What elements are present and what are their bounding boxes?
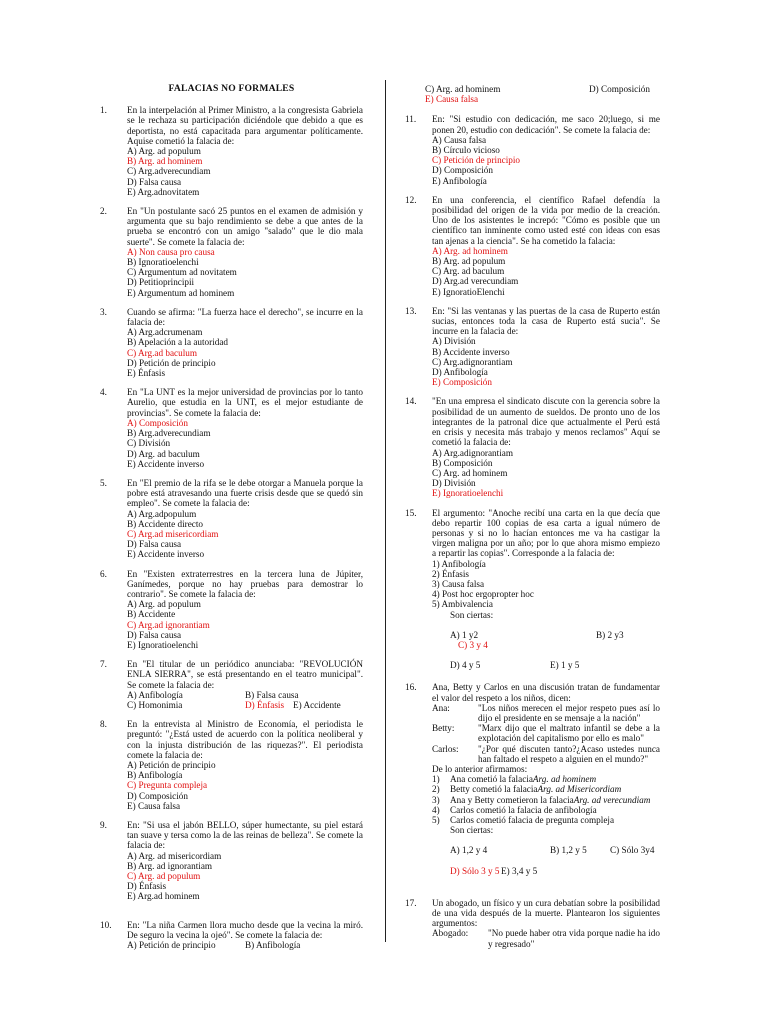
option-d: D) Falsa causa	[127, 176, 182, 187]
option-c-answer: C) Pregunta compleja	[127, 780, 208, 791]
question-number: 14.	[405, 396, 417, 407]
option-d: D) Composición	[432, 165, 493, 176]
column-divider	[385, 80, 386, 942]
statement-number: 2)	[432, 784, 440, 795]
question-9	[100, 820, 363, 902]
option-a: A) Arg.adcrumenam	[127, 327, 203, 338]
option-d: D) Petitioprincipii	[127, 277, 195, 288]
option-c: C) Argumentum ad novitatem	[127, 267, 237, 278]
option-d: D) Falsa causa	[127, 539, 182, 550]
dialog-line-abogado	[432, 928, 660, 948]
statement-2: 2) Énfasis	[432, 568, 469, 579]
statement-3	[432, 795, 660, 805]
statement-4: 4) Post hoc ergopropter hoc	[432, 589, 534, 600]
answer-prompt: Son ciertas:	[450, 825, 494, 836]
statement-text: Carlos cometió la falacia de anfibología	[450, 804, 597, 815]
option-a: A) Arg. ad populum	[127, 146, 201, 157]
option-c-answer: C) Arg.ad baculum	[127, 347, 197, 358]
option-b: B) Arg.adverecundiam	[127, 428, 211, 439]
speaker: Abogado:	[432, 928, 469, 939]
question-number: 12.	[405, 194, 417, 205]
page-title: FALACIAS NO FORMALES	[168, 83, 295, 94]
question-stem: El argumento: "Anoche recibí una carta en la que decía que debo repartir 100 copias de esa carta a igual número de personas y si no lo hacían entonces me va ha castigar la virgen maligna por un año; por lo que ahora mismo empiezo a repartir las copias". Corresponde a la falacia de:	[432, 507, 660, 559]
question-number: 5.	[100, 477, 107, 488]
question-13	[405, 306, 660, 388]
statement-text: Betty cometió la falacia	[450, 784, 538, 795]
option-b-answer: B) Arg. ad hominem	[127, 156, 203, 167]
question-stem: En: "Si estudio con dedicación, me saco 20;luego, si me ponen 20, estudio con dedicación". Se comete la falacia de:	[432, 114, 660, 135]
question-4	[100, 387, 363, 469]
option-a-answer: A) Arg. ad hominem	[432, 245, 508, 256]
option-c-answer: C) 3 y 4	[458, 639, 488, 650]
option-c: C) Arg. ad baculum	[432, 266, 505, 277]
option-b: B) Composición	[432, 457, 493, 468]
question-number: 4.	[100, 387, 107, 398]
question-stem: En la interpelación al Primer Ministro, a la congresista Gabriela se le rechaza su participación diciéndole que debido a que es deportista, no está capacitada para argumentar políticamente. Aquise cometió la falacia de:	[127, 105, 363, 146]
option-a-answer: A) Non causa pro causa	[127, 246, 215, 257]
statement-number: 3)	[432, 794, 440, 805]
question-2	[100, 206, 363, 298]
option-d: D) Énfasis	[127, 881, 167, 892]
option-c-answer: C) Arg. ad populum	[127, 871, 201, 882]
question-number: 15.	[405, 507, 417, 518]
options-row	[432, 640, 660, 650]
speaker: Ana:	[432, 702, 450, 713]
option-e: E) IgnoratioElenchi	[432, 286, 505, 297]
option-c: C) Sólo 3y4	[610, 845, 655, 856]
speech: "Marx dijo que el maltrato infantil se debe a la explotación del capitalismo por ello es malo"	[478, 723, 660, 744]
option-e: E) Accidente inverso	[127, 458, 205, 469]
option-b: B) Accidente inverso	[432, 346, 510, 357]
option-e: E) Énfasis	[127, 368, 166, 379]
question-number: 7.	[100, 659, 107, 670]
question-stem: En "Existen extraterrestres en la tercera luna de Júpiter, Ganímedes, porque no hay pruebas para demostrar lo contrario". Se comete la falacia de:	[127, 568, 363, 599]
option-d: D) Petición de principio	[127, 357, 216, 368]
option-e-answer: E) Causa falsa	[425, 94, 479, 105]
option-d: D) Arg.ad verecundiam	[432, 276, 519, 287]
option-e: E) Accidente	[293, 699, 341, 710]
option-c: C) División	[127, 438, 171, 449]
question-stem: Ana, Betty y Carlos en una discusión tratan de fundamentar el valor del respeto a los niños, dicen:	[432, 682, 660, 703]
option-e: E) Accidente inverso	[127, 549, 205, 560]
statement-1	[432, 774, 660, 784]
question-1	[100, 105, 363, 197]
option-e-answer: E) Ignoratioelenchi	[432, 488, 504, 499]
statement-5: 5) Ambivalencia	[432, 599, 493, 610]
statement-number: 5)	[432, 815, 440, 825]
option-b: B) Anfibología	[127, 770, 183, 781]
option-a: A) División	[432, 336, 476, 347]
right-column	[405, 84, 660, 958]
statement-5	[432, 815, 660, 825]
question-stem: En "Un postulante sacó 25 puntos en el examen de admisión y argumenta que su bajo rendimiento se debe a que antes de la prueba se encontró con un amigo "salado" que le dio mala suerte". Se comete la falacia de:	[127, 206, 363, 247]
question-14	[405, 396, 660, 498]
options-row	[127, 700, 363, 710]
question-number: 2.	[100, 206, 107, 217]
option-e: E) Arg.adnovitatem	[127, 186, 200, 197]
question-stem: Cuando se afirma: "La fuerza hace el derecho", se incurre en la falacia de:	[127, 306, 363, 328]
question-15	[405, 508, 660, 671]
question-number: 16.	[405, 682, 417, 693]
question-stem: Un abogado, un físico y un cura debatían sobre la posibilidad de una vida después de la muerte. Plantearon los siguientes argumentos:	[432, 897, 660, 929]
speaker: Betty:	[432, 723, 455, 734]
question-10-continued	[405, 84, 660, 104]
question-number: 9.	[100, 820, 107, 830]
question-stem: En: "La niña Carmen llora mucho desde que la vecina la miró. De seguro la vecina la ojeó". Se comete la falacia de:	[127, 919, 363, 940]
options-row	[432, 845, 660, 855]
option-c: C) Arg. ad hominem	[425, 84, 501, 94]
option-e: E) 1 y 5	[550, 660, 580, 671]
option-b: B) Arg. ad populum	[432, 256, 506, 267]
speaker: Carlos:	[432, 743, 459, 754]
question-stem: En una conferencia, el científico Rafael defendía la posibilidad del origen de la vida por medio de la creación. Uno de los asistentes le increpó: "Cómo es posible que un científico tan inminente como usted esté con ideas con esas tan ajenas a la ciencia". Se ha cometido la falacia:	[432, 194, 660, 246]
question-8	[100, 719, 363, 811]
option-b: B) Ignoratioelenchi	[127, 257, 199, 268]
question-number: 10.	[100, 919, 112, 930]
option-d: D) Anfibología	[432, 367, 488, 378]
dialog-line-carlos	[432, 744, 660, 764]
question-6	[100, 569, 363, 651]
option-e: E) Argumentum ad hominem	[127, 287, 235, 298]
option-e: E) Arg.ad hominem	[127, 891, 200, 902]
question-number: 13.	[405, 305, 417, 316]
dialog-line-betty	[432, 723, 660, 743]
option-b: B) Falsa causa	[245, 689, 299, 700]
question-stem: En "El premio de la rifa se le debe otorgar a Manuela porque la pobre está atravesando una fuerte crisis desde que se quedó sin empleo". Se comete la falacia de:	[127, 477, 363, 509]
option-b: B) Anfibología	[245, 940, 301, 951]
statement-text: Carlos cometió falacia de pregunta compleja	[450, 815, 615, 825]
option-c-answer: C) Arg.ad misericordiam	[127, 528, 219, 539]
options-row	[425, 84, 660, 94]
option-e: E) Ignoratioelenchi	[127, 639, 199, 650]
option-d: D) División	[432, 478, 476, 489]
option-d: D) 4 y 5	[450, 660, 481, 671]
statement-number: 4)	[432, 804, 440, 815]
option-a: A) Arg.adignorantiam	[432, 447, 513, 458]
option-c: C) Homonimia	[127, 699, 183, 710]
question-11	[405, 114, 660, 185]
answer-prompt: Son ciertas:	[450, 609, 494, 620]
statement-number: 1)	[432, 774, 440, 785]
question-stem: En "El titular de un periódico anunciaba: "REVOLUCIÓN ENLA SIERRA", se está presentando en el teatro municipal". Se comete la falacia de:	[127, 659, 363, 690]
speech: "¿Por qué discuten tanto?¿Acaso ustedes nunca han faltado el respeto a alguien en el mundo?"	[478, 743, 660, 764]
question-number: 17.	[405, 897, 417, 908]
option-a: A) Arg. ad populum	[127, 599, 201, 610]
statement-4	[432, 805, 660, 815]
statement-emphasis: Arg. ad Misericordiam	[537, 784, 622, 795]
question-number: 1.	[100, 105, 107, 116]
question-10	[100, 920, 363, 951]
option-b: B) Accidente	[127, 609, 176, 620]
option-a: A) Petición de principio	[127, 759, 216, 770]
options-row	[432, 660, 660, 670]
question-17	[405, 898, 660, 949]
option-d-answer: D) Énfasis	[245, 699, 285, 710]
option-c: C) Arg.adverecundiam	[127, 166, 211, 177]
question-number: 8.	[100, 719, 107, 730]
option-b: B) Círculo vicioso	[432, 145, 500, 156]
options-row	[432, 630, 660, 640]
option-a: A) Petición de principio	[127, 940, 216, 951]
option-c-answer: C) Arg.ad ignorantiam	[127, 619, 210, 630]
question-stem: En: "Si usa el jabón BELLO, súper humectante, su piel estará tan suave y tersa como la de las reinas de belleza". Se comete la falacia de:	[127, 820, 363, 851]
question-stem: En "La UNT es la mejor universidad de provincias por lo tanto Aurelio, que estudia en la UNT, es el mejor estudiante de provincias". Se comete la falacia de:	[127, 387, 363, 418]
statement-emphasis: Arg. ad verecundiam	[573, 794, 651, 805]
question-stem: En la entrevista al Ministro de Economía, el periodista le preguntó: "¿Está usted de acuerdo con la política neoliberal y con la injusta distribución de las riquezas?". El periodista comete la falacia de:	[127, 719, 363, 760]
statement-3: 3) Causa falsa	[432, 578, 485, 589]
left-column	[100, 84, 363, 959]
option-a: A) Anfibología	[127, 689, 183, 700]
question-number: 6.	[100, 568, 107, 579]
question-16	[405, 682, 660, 875]
option-e-answer: E) Composición	[432, 377, 492, 388]
dialog-line-ana	[432, 703, 660, 723]
options-row	[127, 690, 363, 700]
question-12	[405, 195, 660, 297]
option-b: B) 2 y3	[596, 629, 624, 640]
speech: "Los niños merecen el mejor respeto pues así lo dijo el presidente en se mensaje a la nación"	[478, 702, 660, 723]
statement-text: Ana cometió la falacia	[450, 774, 533, 785]
option-a: A) Arg.adpopulum	[127, 508, 197, 519]
question-5	[100, 478, 363, 560]
option-d: D) Falsa causa	[127, 629, 182, 640]
option-c: C) Arg.adignorantiam	[432, 356, 513, 367]
question-stem: En: "Si las ventanas y las puertas de la casa de Ruperto están sucias, entonces toda la casa de Ruperto está sucia". Se incurre en la falacia de:	[432, 305, 660, 337]
option-c-answer: C) Petición de principio	[432, 155, 521, 166]
option-a: A) Causa falsa	[432, 134, 487, 145]
statement-text: Ana y Betty cometieron la falacia	[450, 794, 574, 805]
option-a-answer: A) Composición	[127, 417, 188, 428]
statement-1: 1) Anfibología	[432, 558, 486, 569]
option-d: D) Composición	[589, 84, 650, 94]
options-row	[432, 866, 660, 876]
statement-2	[432, 784, 660, 794]
statement-emphasis: Arg. ad hominem	[532, 774, 597, 785]
option-d: D) Composición	[127, 790, 188, 801]
option-d-answer: D) Sólo 3 y 5	[450, 865, 500, 876]
question-number: 3.	[100, 306, 107, 317]
option-a: A) 1,2 y 4	[450, 845, 488, 856]
option-c: C) Arg. ad hominem	[432, 467, 508, 478]
option-a: A) Arg. ad misericordiam	[127, 850, 222, 861]
option-b: B) Accidente directo	[127, 518, 204, 529]
option-b: B) Apelación a la autoridad	[127, 337, 229, 348]
option-e: E) Anfibología	[432, 175, 487, 186]
question-stem: "En una empresa el sindicato discute con la gerencia sobre la posibilidad de un aumento de sueldos. De pronto uno de los integrantes de la patronal dice que actualmente el Perú está en crisis y necesita más trabajo y menos reclamos" Aquí se cometió la falacia de:	[432, 396, 660, 448]
option-e: E) 3,4 y 5	[501, 865, 538, 876]
question-3	[100, 307, 363, 378]
option-d: D) Arg. ad baculum	[127, 448, 200, 459]
options-row	[127, 940, 363, 950]
lead-text: De lo anterior afirmamos:	[432, 763, 528, 774]
question-7	[100, 659, 363, 710]
option-b: B) 1,2 y 5	[550, 845, 587, 856]
question-number: 11.	[405, 114, 417, 125]
speech: "No puede haber otra vida porque nadie ha ido y regresado"	[488, 928, 660, 949]
option-a: A) 1 y2	[450, 629, 479, 640]
option-b: B) Arg. ad ignorantiam	[127, 860, 213, 871]
option-e: E) Causa falsa	[127, 800, 181, 811]
